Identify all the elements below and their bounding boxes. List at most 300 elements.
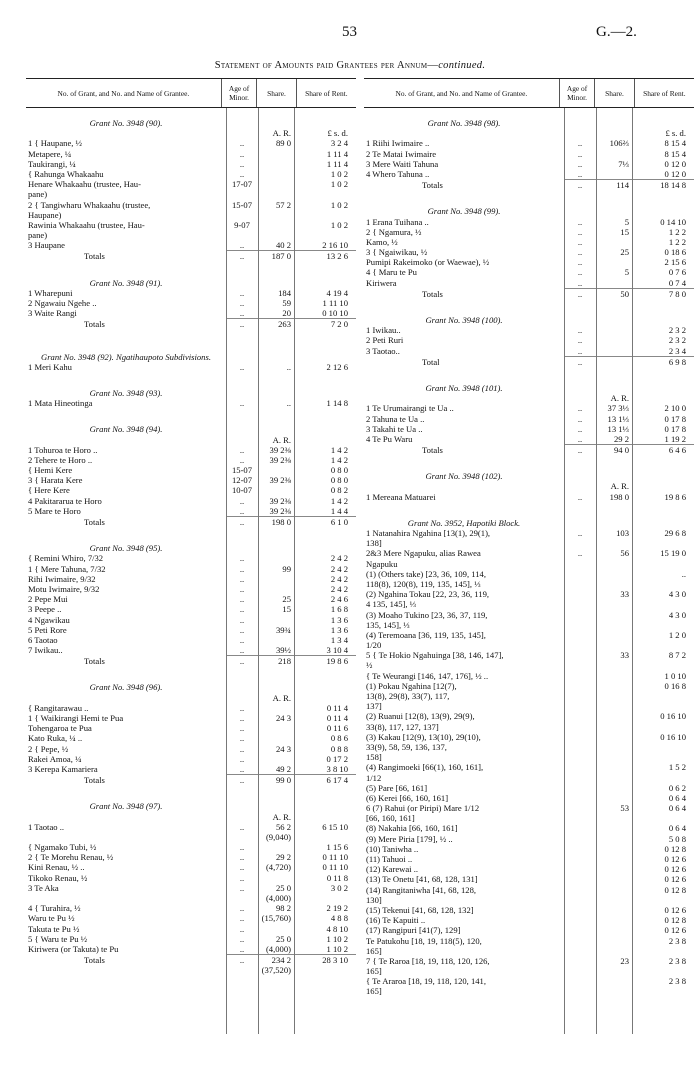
header-name: No. of Grant, and No. and Name of Grantee. [364, 79, 560, 107]
header-share: Share. [595, 79, 634, 107]
grantee-cell: 3 Takahi te Ua .. [366, 423, 423, 434]
rent-cell: 15 19 0 [660, 548, 686, 559]
age-cell: .. [577, 423, 583, 434]
spacer [26, 372, 356, 388]
share-cell: 7⅓ [618, 158, 629, 169]
rent-cell: 1 2 0 [668, 629, 686, 640]
grant-heading [364, 118, 694, 128]
age-cell [564, 722, 596, 732]
share-cell: 56 [620, 548, 629, 559]
age-cell [564, 569, 596, 579]
grantee-cell: 137] [366, 701, 382, 712]
grantee-cell: 1/12 [366, 772, 382, 783]
rent-cell: 0 11 8 [326, 872, 348, 883]
grantee-cell: Tikoko Renau, ½ [28, 872, 88, 883]
rent-cell [632, 471, 690, 481]
share-cell [258, 703, 294, 713]
age-cell [564, 834, 596, 844]
page-number: 53 [342, 24, 357, 40]
rent-cell [632, 620, 690, 630]
grantee-cell: 4 Ngawikau [28, 614, 70, 625]
table-row [364, 925, 694, 935]
age-cell: .. [239, 319, 245, 330]
rent-cell: 2 12 6 [326, 361, 348, 372]
grant-heading [26, 388, 356, 398]
table-row [26, 812, 356, 822]
totals-row [26, 319, 356, 329]
age-cell [564, 589, 596, 599]
grantee-cell: 3 Waite Rangi [28, 308, 77, 319]
grantee-cell: 2&3 Mere Ngapuku, alias Rawea [366, 548, 481, 559]
table-row [364, 579, 694, 589]
share-cell: 39 2⅜ [269, 454, 291, 465]
table-row [26, 298, 356, 308]
grantee-cell: [66, 160, 161] [366, 813, 415, 824]
table-row [26, 553, 356, 563]
rent-cell: 1 11 4 [326, 158, 348, 169]
rent-cell: 2 4 2 [330, 573, 348, 584]
grantee-cell: (3) Kakau [12(9), 13(10), 29(10), [366, 731, 481, 742]
share-cell [596, 691, 632, 701]
age-cell [226, 801, 258, 811]
share-cell: 198 0 [271, 517, 291, 527]
age-cell: .. [239, 361, 245, 372]
grantee-cell: ½ [366, 660, 373, 671]
grantee-cell: (15) Tekenui [41, 68, 128, 132] [366, 904, 474, 915]
table-row [364, 492, 694, 502]
grantee-cell: Rakei Amoa, ¼ [28, 753, 82, 764]
grantee-cell: 1 { Mere Tahuna, 7/32 [28, 563, 106, 574]
rent-cell: 29 6 8 [664, 528, 686, 538]
grantee-cell: Grant No. 3948 (100). [425, 315, 503, 325]
spacer [26, 408, 356, 424]
grantee-cell: 138] [366, 538, 382, 549]
spacer [364, 190, 694, 206]
rent-cell: 19 8 6 [326, 656, 348, 667]
rent-cell: 0 16 10 [660, 731, 686, 742]
table-row [364, 650, 694, 660]
grantee-cell: 1 Meri Kahu [28, 361, 72, 372]
share-cell: 99 [282, 563, 291, 574]
grantee-cell: 1 Taotao .. [28, 821, 64, 832]
age-cell: .. [577, 247, 583, 258]
rent-cell [632, 752, 690, 762]
share-cell: 25 0 [275, 933, 291, 944]
share-cell [258, 159, 294, 169]
age-cell: .. [577, 335, 583, 346]
rent-cell: 4 3 0 [668, 589, 686, 600]
share-cell: 198 0 [609, 491, 629, 502]
table-row [364, 793, 694, 803]
grantee-cell: 2 { Te Morehu Renau, ½ [28, 852, 114, 863]
header-name: No. of Grant, and No. and Name of Grantee. [26, 79, 222, 107]
rent-cell: 1 2 2 [668, 226, 686, 237]
share-cell [596, 640, 632, 650]
table-header [364, 78, 694, 108]
share-cell: 15 [282, 604, 291, 615]
grantee-cell: { Te Weurangi [146, 147, 176], ½ .. [366, 670, 489, 681]
table-row [26, 934, 356, 944]
age-cell [564, 895, 596, 905]
grantee-cell: (12) Karewai .. [366, 864, 419, 875]
rent-cell: 2 3 8 [668, 935, 686, 946]
share-cell [596, 895, 632, 905]
age-cell: .. [577, 413, 583, 424]
table-row [26, 693, 356, 703]
age-cell: .. [239, 505, 245, 516]
share-cell: 234 2 [271, 955, 291, 966]
grantee-cell: 1/20 [366, 640, 382, 651]
age-cell [564, 671, 596, 681]
rent-cell: 4 3 0 [668, 609, 686, 620]
share-cell: 39 2⅜ [269, 505, 291, 516]
share-cell [258, 210, 294, 220]
header-age: Age of Minor. [560, 79, 596, 107]
grantee-cell: (2) Ngahina Tokau [22, 23, 36, 119, [366, 589, 490, 600]
table-row [364, 559, 694, 569]
grantee-cell: 165] [366, 986, 382, 997]
column-divider [258, 108, 259, 1034]
age-cell [564, 315, 596, 325]
rent-cell: 0 7 4 [668, 277, 686, 288]
column-divider [596, 108, 597, 1034]
grantee-cell: 33(8), 117, 127, 137] [366, 721, 439, 732]
age-cell: .. [239, 240, 245, 251]
spacer [26, 785, 356, 801]
rent-cell: 2 10 0 [664, 403, 686, 414]
rent-cell [294, 352, 352, 362]
age-cell: .. [239, 454, 245, 465]
age-cell [564, 610, 596, 620]
rent-cell: 2 3 8 [668, 976, 686, 987]
grantee-cell: { Rangitarawau .. [28, 702, 89, 713]
age-cell [564, 844, 596, 854]
table-row [364, 335, 694, 345]
age-cell: .. [239, 933, 245, 944]
grantee-cell: { Here Kere [28, 485, 70, 496]
share-cell [596, 620, 632, 630]
age-cell: .. [239, 753, 245, 764]
share-cell: 99 0 [275, 775, 291, 786]
grantee-cell: Totals [422, 445, 443, 456]
share-cell: 29 2 [275, 852, 291, 863]
share-cell [258, 179, 294, 189]
share-cell: A. R. [272, 811, 291, 822]
age-cell: .. [239, 634, 245, 645]
rent-cell: 1 5 2 [668, 762, 686, 773]
grantee-cell: (17) Rangipuri [41(7), 129] [366, 925, 461, 936]
rent-cell: 5 0 8 [668, 833, 686, 844]
share-cell: 39 2⅜ [269, 444, 291, 455]
share-cell [596, 732, 632, 742]
grant-heading [26, 352, 356, 362]
age-cell [564, 813, 596, 823]
share-cell: 24 3 [275, 743, 291, 754]
age-cell [564, 874, 596, 884]
rent-cell [294, 965, 352, 975]
table-row [26, 445, 356, 455]
rent-cell: 7 2 0 [330, 319, 348, 330]
grant-heading [26, 118, 356, 128]
share-cell [596, 915, 632, 925]
rent-cell: 1 4 2 [330, 444, 348, 455]
age-cell: .. [577, 403, 583, 414]
share-cell [258, 485, 294, 495]
grantee-cell: Pumipi Rakeimoko (or Waewae), ½ [366, 257, 490, 268]
share-cell [596, 711, 632, 721]
share-cell: (4,000) [265, 943, 291, 954]
table-row [364, 620, 694, 630]
grantee-cell: Ngapuku [366, 558, 398, 569]
share-cell: (15,760) [261, 913, 291, 924]
rent-cell: 1 4 2 [330, 454, 348, 465]
table-row [26, 883, 356, 893]
table-row [26, 635, 356, 645]
column-divider [632, 108, 633, 1034]
grantee-cell: Grant No. 3948 (95). [89, 543, 163, 554]
rent-cell: 8 7 2 [668, 650, 686, 661]
age-cell: .. [577, 180, 583, 191]
grantee-cell: Grant No. 3948 (97). [89, 801, 163, 812]
age-cell: .. [577, 236, 583, 247]
table-row [26, 744, 356, 754]
rent-cell: 3 10 4 [326, 645, 348, 656]
share-cell: 13 1⅓ [607, 423, 629, 434]
share-cell [596, 864, 632, 874]
rent-cell: 28 3 10 [322, 955, 348, 966]
share-cell: 53 [620, 803, 629, 814]
spacer [26, 108, 356, 118]
grantee-cell: 1 Te Urumairangi te Ua .. [366, 403, 454, 414]
share-cell: 57 2 [275, 199, 291, 210]
grantee-cell: 130] [366, 894, 382, 905]
share-cell: 37 3⅓ [607, 403, 629, 414]
rent-cell: 2 3 4 [668, 345, 686, 356]
rent-cell: 2 16 10 [322, 240, 348, 251]
rent-cell [294, 189, 352, 199]
table-row [364, 599, 694, 609]
table-header [26, 78, 356, 108]
table-row [364, 803, 694, 813]
rent-cell: 4 8 10 [326, 923, 348, 934]
share-cell [596, 986, 632, 996]
share-cell [258, 635, 294, 645]
age-cell [564, 701, 596, 711]
rent-cell: 0 8 0 [330, 475, 348, 486]
rent-cell: 0 16 10 [660, 711, 686, 722]
age-cell: .. [577, 433, 583, 444]
table-row [364, 671, 694, 681]
column-divider [294, 108, 295, 1034]
table-row [364, 237, 694, 247]
rent-cell: 2 19 2 [326, 903, 348, 914]
grantee-cell: 3 Peepe .. [28, 604, 62, 615]
age-cell [226, 965, 258, 975]
grantee-cell: Grant No. 3948 (98). [427, 118, 501, 128]
share-cell [258, 352, 294, 362]
share-cell [596, 793, 632, 803]
share-cell: 25 [282, 594, 291, 605]
age-cell: 15-07 [231, 199, 253, 210]
grantee-cell: 1 Tohuroa te Horo .. [28, 444, 98, 455]
age-cell: .. [577, 226, 583, 237]
rent-cell: 0 12 8 [664, 915, 686, 926]
totals-row [364, 445, 694, 455]
share-cell [258, 682, 294, 692]
rent-cell [632, 640, 690, 650]
share-cell [596, 471, 632, 481]
rent-cell: 2 15 6 [664, 257, 686, 268]
grantee-cell: Grant No. 3948 (99). [427, 206, 501, 217]
share-cell: 29 2 [613, 433, 629, 444]
table-row [26, 362, 356, 372]
age-cell [226, 682, 258, 692]
grantee-cell: 4 Te Pu Waru [366, 433, 413, 444]
grantee-cell: Grant No. 3948 (92). Ngatihaupoto Subdivisions. [41, 351, 211, 362]
share-cell: 23 [620, 955, 629, 966]
share-cell [596, 742, 632, 752]
grantee-cell: Grant No. 3948 (102). [425, 471, 503, 482]
share-cell [596, 518, 632, 528]
page-title: Statement of Amounts paid Grantees per Annum—continued. [214, 60, 486, 71]
grantee-cell: Metapere, ¼ [28, 148, 72, 159]
rent-cell: 0 14 10 [660, 216, 686, 227]
share-cell [596, 559, 632, 569]
grantee-cell: 1 Iwikau.. [366, 325, 401, 336]
rent-cell: 0 16 8 [664, 680, 686, 691]
age-cell [564, 986, 596, 996]
totals-row [364, 180, 694, 190]
spacer [364, 502, 694, 518]
rent-cell: 4 8 8 [330, 913, 348, 924]
rent-cell: 0 12 6 [664, 904, 686, 915]
share-cell [596, 237, 632, 247]
age-cell [226, 893, 258, 903]
grantee-cell: Grant No. 3948 (94). [89, 424, 163, 435]
header-age: Age of Minor. [222, 79, 258, 107]
age-cell [564, 206, 596, 216]
grantee-cell: 1 Mata Hineotinga [28, 398, 93, 409]
age-cell [226, 118, 258, 128]
rent-cell: 1 6 8 [330, 604, 348, 615]
rent-cell: 0 12 6 [664, 864, 686, 875]
age-cell [564, 966, 596, 976]
header-share: Share. [257, 79, 296, 107]
share-cell: 59 [282, 298, 291, 308]
age-cell [564, 711, 596, 721]
age-cell: .. [577, 345, 583, 356]
age-cell: 15-07 [231, 465, 253, 476]
rent-cell [294, 278, 352, 288]
age-cell: .. [239, 444, 245, 455]
table-row [26, 723, 356, 733]
age-cell [564, 383, 596, 393]
table-row [26, 594, 356, 604]
table-row [364, 844, 694, 854]
table-row [364, 257, 694, 267]
share-cell [258, 388, 294, 398]
grantee-cell: 5 Peti Rore [28, 624, 67, 635]
age-cell: .. [239, 913, 245, 924]
table-row [364, 403, 694, 413]
table-row [364, 722, 694, 732]
share-cell: (37,520) [261, 965, 291, 976]
grantee-cell: (1) Pokau Ngahina [12(7), [366, 680, 457, 691]
table-row [26, 138, 356, 148]
grantee-cell: 6 Taotao [28, 634, 58, 645]
column-divider [564, 108, 565, 1034]
rent-cell: 8 15 4 [664, 138, 686, 149]
age-cell: .. [577, 548, 583, 559]
share-cell: 33 [620, 650, 629, 661]
rent-cell: 2 3 2 [668, 335, 686, 346]
grantee-cell: 4 Whero Tahuna .. [366, 168, 430, 179]
share-cell: 50 [620, 288, 629, 299]
age-cell [564, 538, 596, 548]
age-cell [564, 936, 596, 946]
rent-cell: 2 4 2 [330, 583, 348, 594]
table-row [26, 625, 356, 635]
share-cell [596, 671, 632, 681]
table-row [26, 754, 356, 764]
share-cell [258, 543, 294, 553]
rent-cell: 1 0 2 [330, 219, 348, 230]
rent-cell: 7 8 0 [668, 288, 686, 299]
age-cell: .. [239, 604, 245, 615]
age-cell: .. [239, 563, 245, 574]
age-cell [564, 946, 596, 956]
table-row [364, 325, 694, 335]
grantee-cell: 2 Tehere te Horo .. [28, 454, 93, 465]
rent-cell [632, 660, 690, 670]
age-cell [226, 352, 258, 362]
rent-cell: 0 12 8 [664, 884, 686, 895]
grantee-cell: (11) Tahuoi .. [366, 854, 413, 864]
table-row [364, 874, 694, 884]
grantee-cell: (4) Teremoana [36, 119, 135, 145], [366, 629, 486, 640]
table-row [364, 138, 694, 148]
table-row [364, 660, 694, 670]
rent-cell [294, 832, 352, 842]
share-cell [596, 325, 632, 335]
totals-row [26, 955, 356, 965]
grantee-cell: Totals [84, 775, 105, 786]
age-cell: .. [577, 138, 583, 149]
rent-cell: 2 4 2 [330, 553, 348, 564]
rent-cell: £ s. d. [327, 128, 348, 139]
table-row [364, 813, 694, 823]
share-cell [596, 569, 632, 579]
share-cell: 106⅔ [609, 138, 629, 149]
grantee-cell [364, 128, 564, 138]
share-cell [258, 733, 294, 743]
grantee-cell: (16) Te Kapuiti .. [366, 915, 426, 926]
rent-cell [294, 812, 352, 822]
grantee-cell [26, 812, 226, 822]
grantee-cell: 1 Mereana Matuarei [366, 491, 436, 502]
age-cell: .. [239, 645, 245, 656]
share-cell: 56 2 [275, 821, 291, 832]
share-cell [596, 257, 632, 267]
share-cell [596, 346, 632, 356]
grantee-cell: Taukirangi, ¼ [28, 158, 76, 169]
table-row [364, 414, 694, 424]
share-cell [258, 424, 294, 434]
table-row [26, 189, 356, 199]
table-row [26, 604, 356, 614]
grantee-cell: Kini Renau, ½ .. [28, 862, 85, 873]
grantee-cell: Totals [84, 656, 105, 667]
